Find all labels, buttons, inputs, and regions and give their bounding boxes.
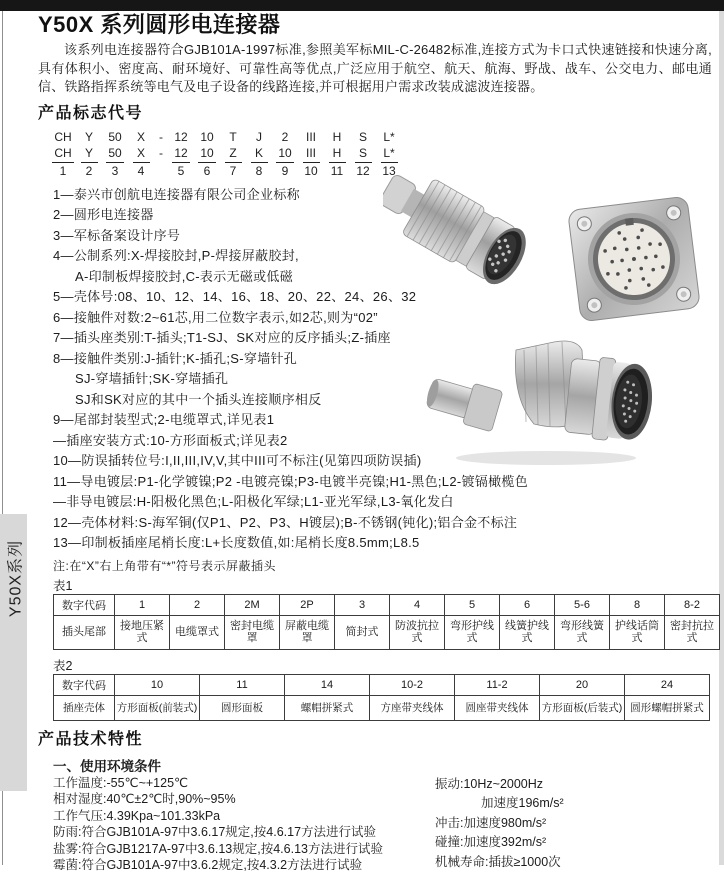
marking-code-column bbox=[194, 129, 220, 179]
env-specs-right bbox=[435, 775, 564, 874]
table2-value-cell: 螺帽拼紧式 bbox=[300, 702, 354, 714]
code-alt-value: CH bbox=[52, 146, 73, 163]
marking-legend-item: 10—防误插转位号:I,II,III,IV,V,其中III可不标注(见第四项防误插) bbox=[53, 453, 422, 468]
series-label: Y50X系列 bbox=[7, 539, 25, 618]
table1-column bbox=[664, 595, 719, 649]
table1-row-header-code: 数字代码 bbox=[54, 595, 114, 616]
page-right-margin bbox=[719, 11, 724, 865]
table2-row-header-val: 插座壳体 bbox=[63, 702, 105, 714]
table2-column bbox=[369, 675, 454, 720]
table1-value-cell: 屏蔽电缆罩 bbox=[285, 619, 329, 644]
code-top-value: J bbox=[256, 129, 262, 144]
table2-column bbox=[284, 675, 369, 720]
marking-legend-item: —插座安装方式:10-方形面板式;详见表2 bbox=[53, 432, 288, 448]
series-side-tab bbox=[0, 514, 27, 791]
env-conditions-subheading: 一、使用环境条件 bbox=[53, 758, 161, 774]
page-content bbox=[38, 13, 712, 874]
table2-header-column bbox=[54, 675, 114, 720]
marking-code-column bbox=[50, 129, 76, 179]
code-position-number: 10 bbox=[304, 163, 318, 178]
table2-value-cell: 圆形螺帽拼紧式 bbox=[630, 702, 704, 714]
code-alt-value: X bbox=[133, 146, 150, 163]
table1-value-cell: 电缆罩式 bbox=[175, 625, 219, 638]
env-specs-left bbox=[53, 775, 435, 874]
code-alt-value: H bbox=[329, 146, 346, 163]
table2-code-cell: 10 bbox=[115, 675, 199, 696]
code-top-value: S bbox=[358, 129, 367, 144]
table2-column bbox=[539, 675, 624, 720]
code-top-value: 50 bbox=[108, 129, 122, 144]
spec-line: 工作温度:-55℃~+125℃ bbox=[53, 775, 189, 790]
table1-column bbox=[389, 595, 444, 649]
marking-legend-item: SJ-穿墙插针;SK-穿墙插孔 bbox=[75, 371, 229, 386]
marking-legend-item: 13—印制板插座尾梢长度:L+长度数值,如:尾梢长度8.5mm;L8.5 bbox=[53, 535, 420, 550]
spec-line: 加速度196m/s² bbox=[481, 796, 564, 810]
table1-value-cell: 密封抗拉式 bbox=[670, 619, 714, 644]
marking-code-column bbox=[220, 129, 246, 179]
marking-legend-list bbox=[53, 185, 712, 554]
marking-code-column bbox=[102, 129, 128, 179]
table1-code-cell: 5-6 bbox=[555, 595, 609, 616]
marking-code-column bbox=[246, 129, 272, 179]
code-position-number: 1 bbox=[59, 163, 67, 178]
table1-row-header-val: 插头尾部 bbox=[62, 625, 106, 638]
spec-line: 相对湿度:40℃±2℃时,90%~95% bbox=[53, 792, 236, 806]
table2-code-cell: 11-2 bbox=[455, 675, 539, 696]
table1-column bbox=[114, 595, 169, 649]
table1-code-cell: 4 bbox=[390, 595, 444, 616]
table2-column bbox=[624, 675, 709, 720]
code-position-number: 4 bbox=[137, 163, 145, 178]
table2-label: 表2 bbox=[53, 658, 73, 673]
spec-line: 工作气压:4.39Kpa~101.33kPa bbox=[53, 808, 221, 823]
marking-code-column bbox=[76, 129, 102, 179]
table1 bbox=[53, 594, 720, 650]
code-alt-value: 12 bbox=[172, 146, 189, 163]
table1-value-cell: 线簧护线式 bbox=[505, 619, 549, 644]
table2-value-cell: 方形面板(前装式) bbox=[116, 702, 198, 714]
table2-code-cell: 24 bbox=[625, 675, 709, 696]
code-top-value: X bbox=[136, 129, 145, 144]
code-position-number: 11 bbox=[330, 163, 344, 178]
table1-code-cell: 2M bbox=[225, 595, 279, 616]
table1-value-cell: 密封电缆罩 bbox=[230, 619, 274, 644]
table1-code-cell: 2 bbox=[170, 595, 224, 616]
env-specs bbox=[53, 775, 712, 874]
table1-label: 表1 bbox=[53, 578, 73, 593]
page-top-bar bbox=[0, 0, 724, 11]
code-alt-value: 10 bbox=[198, 146, 215, 163]
marking-code-column bbox=[154, 129, 168, 179]
table2-column bbox=[199, 675, 284, 720]
table1-value-cell: 弯形线簧式 bbox=[560, 619, 604, 644]
table1-code-cell: 3 bbox=[335, 595, 389, 616]
intro-paragraph: 该系列电连接器符合GJB101A-1997标准,参照美军标MIL-C-26482标准,连接方式为卡口式快速链接和快速分离,具有体积小、密度高、耐环境好、可靠性高等优点,广泛应用于航空、航天、航海、野战、战车、公交电力、邮电通信、铁路指挥系统等电气及电子设备的线路连接,并可根据用户需求改装成滤波连接器。 bbox=[38, 42, 712, 94]
marking-legend-item: 11—导电镀层:P1-化学镀镍;P2 -电镀亮镍;P3-电镀半亮镍;H1-黑色;L2-镀镉橄榄色 bbox=[53, 473, 528, 489]
table1-column bbox=[224, 595, 279, 649]
table1-column bbox=[499, 595, 554, 649]
marking-code-column bbox=[350, 129, 376, 179]
marking-legend-item: 3—军标备案设计序号 bbox=[53, 227, 181, 243]
table1-value-cell: 接地压紧式 bbox=[120, 619, 164, 644]
code-position-number: 5 bbox=[177, 163, 185, 178]
spec-line: 冲击:加速度980m/s² bbox=[435, 815, 547, 830]
code-alt-value: Y bbox=[81, 146, 98, 163]
spec-line: 碰撞:加速度392m/s² bbox=[435, 835, 547, 849]
code-alt-value: III bbox=[303, 146, 320, 163]
tech-heading: 产品技术特性 bbox=[38, 730, 144, 748]
code-top-value: T bbox=[229, 129, 237, 144]
marking-legend-item: A-印制板焊接胶封,C-表示无磁或低磁 bbox=[75, 268, 294, 284]
table2-column bbox=[114, 675, 199, 720]
table2-value-cell: 圆形面板 bbox=[221, 702, 263, 714]
marking-heading: 产品标志代号 bbox=[38, 104, 144, 122]
code-position-number: 9 bbox=[281, 163, 289, 178]
code-alt-value: - bbox=[159, 145, 163, 160]
marking-legend-item: 7—插头座类别:T-插头;T1-SJ、SK对应的反序插头;Z-插座 bbox=[53, 330, 391, 345]
marking-legend-item: 4—公制系列:X-焊接胶封,P-焊接屏蔽胶封, bbox=[53, 248, 299, 263]
code-position-number: 6 bbox=[203, 163, 211, 178]
marking-code-column bbox=[376, 129, 402, 179]
table1-value-cell: 弯形护线式 bbox=[450, 619, 494, 644]
table1-code-cell: 1 bbox=[115, 595, 169, 616]
code-top-value: L* bbox=[383, 129, 395, 144]
table1-column bbox=[444, 595, 499, 649]
marking-legend-item: 12—壳体材料:S-海军铜(仅P1、P2、P3、H镀层);B-不锈钢(钝化);铝合金不标注 bbox=[53, 514, 518, 530]
table1-code-cell: 6 bbox=[500, 595, 554, 616]
spec-line: 振动:10Hz~2000Hz bbox=[435, 776, 544, 791]
marking-code-column bbox=[324, 129, 350, 179]
table1-code-cell: 5 bbox=[445, 595, 499, 616]
code-top-value: Y bbox=[84, 129, 93, 144]
table2 bbox=[53, 674, 710, 721]
table1-code-cell: 8 bbox=[610, 595, 664, 616]
table1-value-cell: 护线话筒式 bbox=[615, 619, 659, 644]
table2-row-header-code: 数字代码 bbox=[54, 675, 114, 696]
code-position-number: 13 bbox=[382, 163, 396, 178]
spec-line: 防雨:符合GJB101A-97中3.6.17规定,按4.6.17方法进行试验 bbox=[53, 825, 377, 839]
code-alt-value: 10 bbox=[276, 146, 293, 163]
table1-column bbox=[279, 595, 334, 649]
code-position-number: 7 bbox=[229, 163, 237, 178]
table2-value-cell: 圆座带夹线体 bbox=[465, 702, 529, 714]
marking-note: 注:在“X”右上角带有“*”符号表示屏蔽插头 bbox=[53, 558, 276, 573]
code-top-value: - bbox=[159, 129, 163, 144]
table1-code-cell: 2P bbox=[280, 595, 334, 616]
code-top-value: 10 bbox=[200, 129, 214, 144]
marking-legend-item: SJ和SK对应的其中一个插头连接顺序相反 bbox=[75, 391, 322, 407]
table2-value-cell: 方形面板(后装式) bbox=[541, 702, 623, 714]
marking-legend-item: 2—圆形电连接器 bbox=[53, 207, 154, 222]
code-top-value: III bbox=[305, 129, 316, 144]
table2-code-cell: 10-2 bbox=[370, 675, 454, 696]
table1-column bbox=[334, 595, 389, 649]
table1-column bbox=[609, 595, 664, 649]
code-position-number: 2 bbox=[85, 163, 93, 178]
code-alt-value: K bbox=[251, 146, 268, 163]
marking-legend-item: 8—接触件类别:J-插针;K-插孔;S-穿墙针孔 bbox=[53, 350, 298, 366]
table2-column bbox=[454, 675, 539, 720]
marking-legend-item: 6—接触件对数:2~61芯,用二位数字表示,如2芯,则为“02” bbox=[53, 309, 378, 325]
page-title: Y50X 系列圆形电连接器 bbox=[38, 12, 281, 37]
code-alt-value: L* bbox=[381, 146, 398, 163]
table2-value-cell: 方座带夹线体 bbox=[380, 702, 444, 714]
code-alt-value: S bbox=[355, 146, 372, 163]
marking-code-column bbox=[272, 129, 298, 179]
marking-code-column bbox=[128, 129, 154, 179]
marking-code-column bbox=[298, 129, 324, 179]
code-top-value: H bbox=[332, 129, 342, 144]
code-top-value: 12 bbox=[174, 129, 188, 144]
table2-code-cell: 11 bbox=[200, 675, 284, 696]
marking-legend-item: —非导电镀层:H-阳极化黑色;L-阳极化军绿;L1-亚光军绿,L3-氧化发白 bbox=[53, 494, 454, 509]
code-top-value: CH bbox=[54, 129, 72, 144]
code-position-number: 3 bbox=[111, 163, 119, 178]
table1-value-cell: 防波抗拉式 bbox=[395, 619, 439, 644]
code-alt-value: Z bbox=[225, 146, 242, 163]
code-top-value: 2 bbox=[281, 129, 289, 144]
marking-legend-item: 5—壳体号:08、10、12、14、16、18、20、22、24、26、32 bbox=[53, 289, 417, 304]
marking-legend-item: 1—泰兴市创航电连接器有限公司企业标称 bbox=[53, 186, 300, 202]
table1-column bbox=[169, 595, 224, 649]
code-position-number: 12 bbox=[356, 163, 370, 178]
table2-code-cell: 20 bbox=[540, 675, 624, 696]
code-position-number: 8 bbox=[255, 163, 263, 178]
marking-code-column bbox=[168, 129, 194, 179]
table1-value-cell: 简封式 bbox=[345, 625, 379, 638]
code-alt-value: 50 bbox=[106, 146, 123, 163]
spec-line: 霉菌:符合GJB101A-97中3.6.2规定,按4.3.2方法进行试验 bbox=[53, 858, 363, 872]
marking-code-diagram bbox=[50, 129, 712, 179]
table1-column bbox=[554, 595, 609, 649]
spec-line: 盐雾:符合GJB1217A-97中3.6.13规定,按4.6.13方法进行试验 bbox=[53, 841, 383, 856]
spec-line: 机械寿命:插拔≥1000次 bbox=[435, 854, 561, 869]
table1-header-column bbox=[54, 595, 114, 649]
table2-code-cell: 14 bbox=[285, 675, 369, 696]
table1-code-cell: 8-2 bbox=[665, 595, 719, 616]
marking-legend-item: 9—尾部封装型式;2-电缆罩式,详见表1 bbox=[53, 412, 275, 427]
